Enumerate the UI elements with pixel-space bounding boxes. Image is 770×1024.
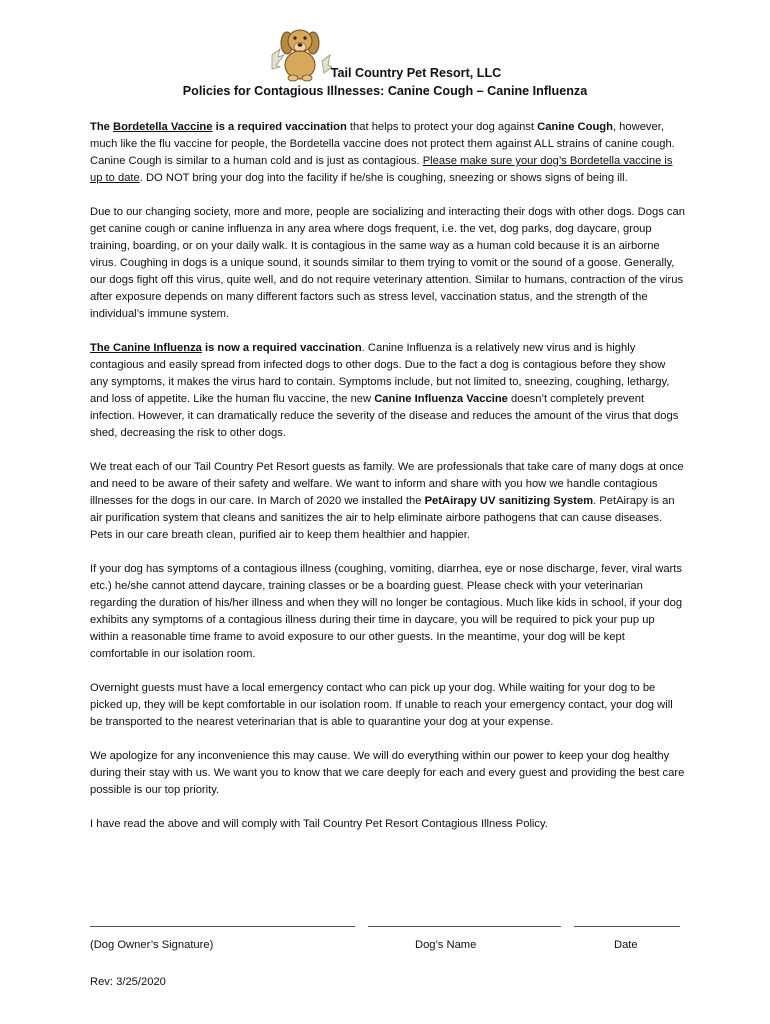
paragraph-apology: We apologize for any inconvenience this may cause. We will do everything within our power to keep your dog healthy during their stay with us. We want you to know that we care deeply for each and every guest and providing the best care possible is our top priority. bbox=[90, 750, 685, 796]
owner-signature-line[interactable] bbox=[90, 926, 355, 927]
paragraph-bordetella: The Bordetella Vaccine is a required vaccination that helps to protect your dog against Canine Cough, however, much like the flu vaccine for people, the Bordetella vaccine does not protect them against ALL strains of canine cough. Canine Cough is similar to a human cold and is just as contagious. Please make sure your dog’s Bordetella vaccine is up to date. DO NOT bring your dog into the facility if he/she is coughing, sneezing or shows signs of being ill. bbox=[90, 121, 675, 184]
paragraph-agreement: I have read the above and will comply with Tail Country Pet Resort Contagious Illness Policy. bbox=[90, 818, 548, 830]
paragraph-influenza: The Canine Influenza is now a required vaccination. Canine Influenza is a relatively new virus and is highly contagious and easily spread from infected dogs to other dogs. Due to the fact a dog is contagious before they show any symptoms, it makes the virus hard to contain. Symptoms include, but not limited to, sneezing, coughing, lethargy, and loss of appetite. Like the human flu vaccine, the new Canine Influenza Vaccine doesn’t completely prevent infection. However, it can dramatically reduce the severity of the disease and reduces the amount of the virus that dogs shed, decreasing the risk to other dogs. bbox=[90, 342, 679, 439]
paragraph-overnight: Overnight guests must have a local emergency contact who can pick up your dog. While waiting for your dog to be picked up, they will be kept comfortable in our isolation room. If unable to reach your emergency contact, your dog will be transported to the nearest veterinarian that is able to quarantine your dog at your expense. bbox=[90, 682, 673, 728]
paragraph-petairapy: We treat each of our Tail Country Pet Resort guests as family. We are professionals that take care of many dogs at once and need to be aware of their safety and welfare. We want to inform and share with you how we handle contagious illnesses for the dogs in our care. In March of 2020 we installed the PetAirapy UV sanitizing System. PetAirapy is an air purification system that cleans and sanitizes the air to help eliminate airbore pathogens that can cause diseases. Pets in our care breath clean, purified air to keep them healthier and happier. bbox=[90, 461, 684, 541]
paragraph-symptoms: If your dog has symptoms of a contagious illness (coughing, vomiting, diarrhea, eye or nose discharge, fever, viral warts etc.) he/she cannot attend daycare, training classes or be a boarding guest. Please check with your veterinarian regarding the duration of his/her illness and when they will no longer be contagious. Much like kids in school, if your dog exhibits any symptoms of a contagious illness during their time in daycare, you will be required to pick your pup up within a reasonable time frame to avoid exposure to our other guests. In the meantime, your dog will be kept comfortable in our isolation room. bbox=[90, 563, 683, 660]
dog-name-label: Dog’s Name bbox=[415, 939, 477, 951]
company-name: Tail Country Pet Resort, LLC bbox=[330, 66, 502, 80]
signature-block bbox=[90, 922, 680, 962]
date-label: Date bbox=[614, 939, 638, 951]
document-title: Policies for Contagious Illnesses: Canine Cough – Canine Influenza bbox=[182, 84, 588, 98]
owner-signature-label: (Dog Owner’s Signature) bbox=[90, 939, 214, 951]
revision-date: Rev: 3/25/2020 bbox=[90, 976, 166, 988]
paragraph-society: Due to our changing society, more and more, people are socializing and interacting their dogs with other dogs. Dogs can get canine cough or canine influenza in any area where dogs frequent, i.e. the vet, dog parks, dog daycare, group training, boarding, or on your daily walk. It is contagious in the same way as a human cold because it is an airborne virus. Coughing in dogs is a unique sound, it sounds similar to them trying to vomit or the sound of a goose. Generally, our dogs fight off this virus, quite well, and do not require veterinary attention. Similar to humans, contraction of the virus after exposure depends on many different factors such as stress level, vaccination status, and the strength of the individual’s immune system. bbox=[90, 206, 685, 320]
date-line[interactable] bbox=[574, 926, 680, 927]
policy-body bbox=[90, 119, 685, 850]
dog-name-line[interactable] bbox=[368, 926, 561, 927]
